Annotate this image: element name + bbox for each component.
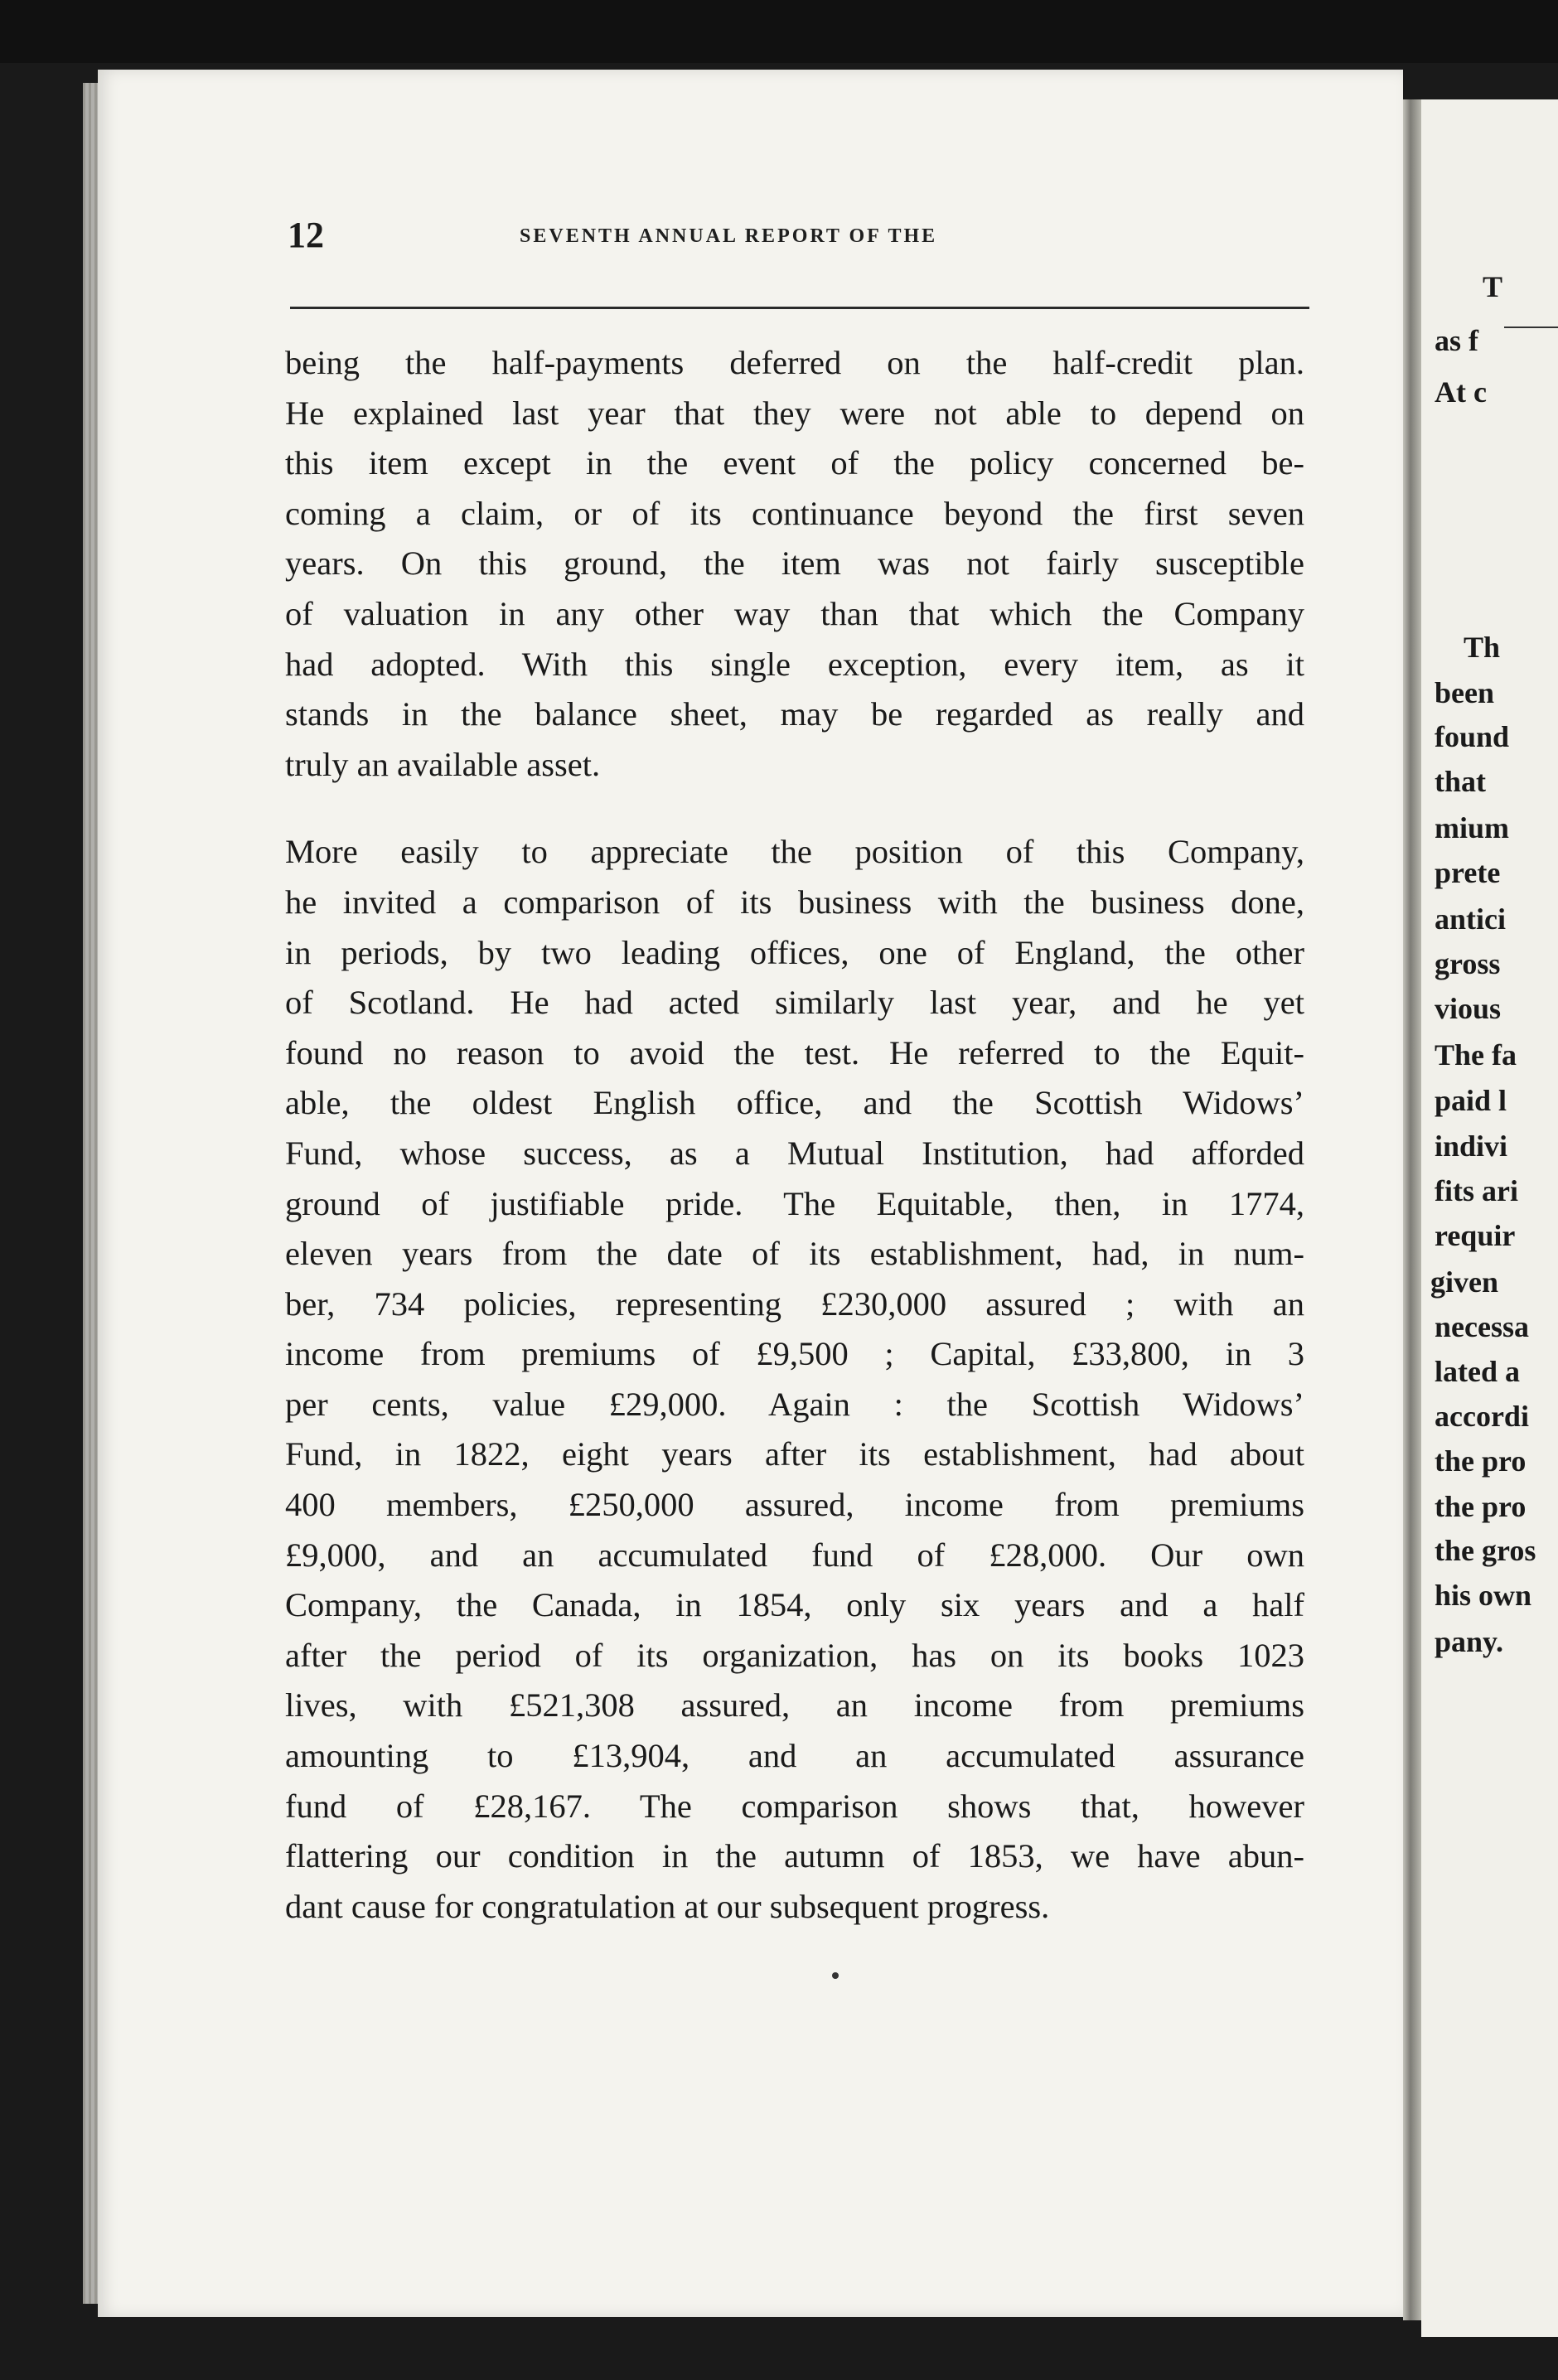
printer-mark bbox=[832, 1972, 839, 1979]
header-rule bbox=[290, 307, 1309, 309]
page-number: 12 bbox=[288, 215, 324, 255]
body-text bbox=[285, 338, 1304, 1932]
text-line: Company, the Canada, in 1854, only six years and a half bbox=[285, 1586, 1304, 1624]
text-line: found no reason to avoid the test. He referred to the Equit- bbox=[285, 1033, 1304, 1071]
running-head bbox=[288, 214, 1315, 264]
text-line: per cents, value £29,000. Again : the Scottish Widows’ bbox=[285, 1385, 1304, 1423]
text-line: More easily to appreciate the position of this Company, bbox=[285, 833, 1304, 871]
text-line: after the period of its organization, has on its books 1023 bbox=[285, 1636, 1304, 1674]
facing-page-fragment: indivi bbox=[1435, 1130, 1508, 1163]
facing-page-fragment: pany. bbox=[1435, 1625, 1504, 1658]
text-line: Fund, whose success, as a Mutual Institution, had afforded bbox=[285, 1134, 1304, 1172]
facing-page-fragment: found bbox=[1435, 720, 1510, 753]
facing-page-fragment: antici bbox=[1435, 902, 1506, 936]
text-line: of Scotland. He had acted similarly last year, and he yet bbox=[285, 984, 1304, 1022]
book-gutter bbox=[1403, 99, 1421, 2320]
text-line: He explained last year that they were not able to depend on bbox=[285, 394, 1304, 432]
text-line: he invited a comparison of its business with the business done, bbox=[285, 883, 1304, 921]
facing-page-fragment: lated a bbox=[1435, 1355, 1520, 1388]
text-line: £9,000, and an accumulated fund of £28,000. Our own bbox=[285, 1536, 1304, 1574]
text-line: 400 members, £250,000 assured, income from premiums bbox=[285, 1486, 1304, 1524]
text-line: coming a claim, or of its continuance beyond the first seven bbox=[285, 494, 1304, 532]
facing-page-rule bbox=[1504, 327, 1558, 328]
text-line: flattering our condition in the autumn of 1853, we have abun- bbox=[285, 1837, 1304, 1875]
running-head-title: SEVENTH ANNUAL REPORT OF THE bbox=[520, 225, 938, 247]
facing-page-fragment: as f bbox=[1435, 324, 1478, 357]
facing-page-fragment: At c bbox=[1435, 375, 1487, 409]
text-line: this item except in the event of the policy concerned be- bbox=[285, 444, 1304, 482]
paragraph bbox=[285, 338, 1304, 790]
facing-page-fragment: vious bbox=[1435, 992, 1502, 1025]
facing-page-fragment: Th bbox=[1464, 631, 1501, 664]
text-line: dant cause for congratulation at our subsequent progress. bbox=[285, 1887, 1050, 1925]
facing-page-fragment: that bbox=[1435, 765, 1486, 798]
text-line: of valuation in any other way than that which the Company bbox=[285, 594, 1304, 632]
facing-page-fragment: prete bbox=[1435, 856, 1501, 889]
facing-page-fragment: necessa bbox=[1435, 1310, 1529, 1343]
facing-page-fragment: fits ari bbox=[1435, 1174, 1518, 1207]
text-line: eleven years from the date of its establishment, had, in num- bbox=[285, 1235, 1304, 1273]
text-line: income from premiums of £9,500 ; Capital, £33,800, in 3 bbox=[285, 1335, 1304, 1373]
facing-page-fragment: the pro bbox=[1435, 1490, 1527, 1523]
text-line: stands in the balance sheet, may be regarded as really and bbox=[285, 695, 1304, 733]
facing-page-fragment: The fa bbox=[1435, 1038, 1517, 1071]
text-line: had adopted. With this single exception, every item, as it bbox=[285, 645, 1304, 683]
facing-page-fragment: T bbox=[1483, 270, 1503, 303]
text-line: ber, 734 policies, representing £230,000 assured ; with an bbox=[285, 1284, 1304, 1323]
facing-page-fragment: gross bbox=[1435, 947, 1501, 980]
facing-page bbox=[1421, 99, 1558, 2337]
facing-page-fragment: the gros bbox=[1435, 1534, 1536, 1567]
text-line: years. On this ground, the item was not fairly susceptible bbox=[285, 544, 1304, 583]
scan-border-top bbox=[0, 0, 1558, 63]
text-line: able, the oldest English office, and the Scottish Widows’ bbox=[285, 1084, 1304, 1122]
facing-page-fragment: requir bbox=[1435, 1219, 1516, 1252]
facing-page-fragment: the pro bbox=[1435, 1444, 1527, 1478]
facing-page-fragment: given bbox=[1430, 1265, 1499, 1299]
text-line: truly an available asset. bbox=[285, 745, 601, 783]
text-line: Fund, in 1822, eight years after its establishment, had about bbox=[285, 1435, 1304, 1473]
facing-page-fragment: paid l bbox=[1435, 1084, 1507, 1117]
facing-page-fragment: been bbox=[1435, 676, 1494, 709]
facing-page-fragment: mium bbox=[1435, 811, 1509, 844]
text-line: being the half-payments deferred on the half-credit plan. bbox=[285, 344, 1304, 381]
text-line: fund of £28,167. The comparison shows that, however bbox=[285, 1787, 1304, 1825]
text-line: ground of justifiable pride. The Equitable, then, in 1774, bbox=[285, 1184, 1304, 1222]
text-line: lives, with £521,308 assured, an income from premiums bbox=[285, 1686, 1304, 1725]
facing-page-fragment: his own bbox=[1435, 1579, 1532, 1612]
facing-page-fragment: accordi bbox=[1435, 1400, 1529, 1433]
text-line: amounting to £13,904, and an accumulated assurance bbox=[285, 1737, 1304, 1775]
paragraph bbox=[285, 827, 1304, 1932]
text-line: in periods, by two leading offices, one of England, the other bbox=[285, 933, 1304, 971]
